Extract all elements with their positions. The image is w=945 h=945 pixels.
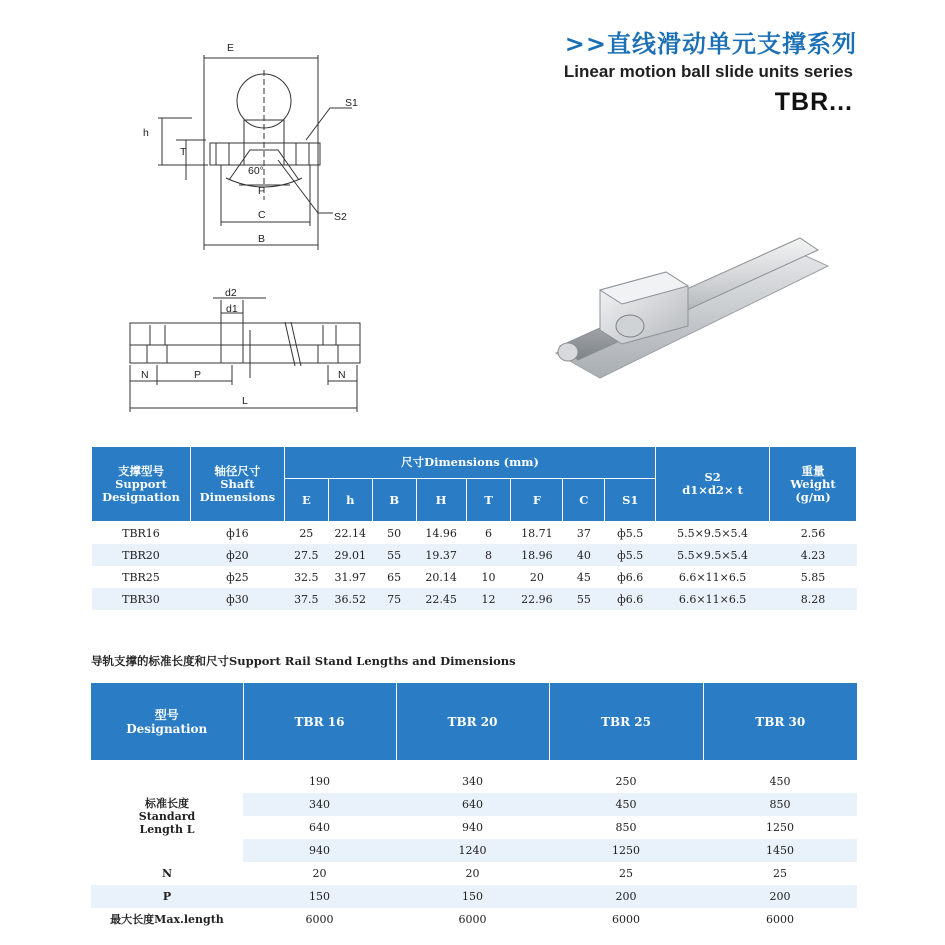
table-row xyxy=(91,770,857,793)
cell-B: 75 xyxy=(372,588,416,610)
cell-n: 20 xyxy=(465,867,480,880)
header-H: H xyxy=(416,479,466,522)
cell-model: TBR20 xyxy=(92,544,191,566)
header-tbr20: TBR 20 xyxy=(396,683,549,760)
page-title-cn: >>直线滑动单元支撑系列 xyxy=(564,30,857,58)
cell-H: 14.96 xyxy=(425,526,457,540)
header-S1: S1 xyxy=(605,479,656,522)
cell-weight: 8.28 xyxy=(770,588,857,610)
cell-T: 10 xyxy=(481,570,496,584)
cell-model: TBR16 xyxy=(122,526,160,540)
table-row xyxy=(92,566,857,588)
header-B: B xyxy=(372,479,416,522)
label-F: F xyxy=(258,185,265,197)
cell-C: 40 xyxy=(563,544,605,566)
cell-C: 37 xyxy=(576,526,591,540)
cell-length: 640 xyxy=(309,821,330,834)
cell-C: 45 xyxy=(576,570,591,584)
cell-max: 6000 xyxy=(612,913,640,926)
cell-C: 55 xyxy=(563,588,605,610)
cell-n: 25 xyxy=(619,867,633,880)
cell-length: 850 xyxy=(615,821,637,834)
cell-length: 450 xyxy=(769,775,791,788)
header-T: T xyxy=(466,479,511,522)
header-dimensions: 尺寸Dimensions (mm) xyxy=(284,447,655,479)
header-model: 支撑型号 Support Designation xyxy=(92,447,191,522)
cell-length: 1250 xyxy=(766,821,794,834)
cell-E: 25 xyxy=(299,526,314,540)
cell-max: 6000 xyxy=(305,913,334,926)
cell-T: 8 xyxy=(466,544,511,566)
cell-n: 25 xyxy=(773,867,787,880)
cell-length: 1240 xyxy=(396,839,549,862)
label-C: C xyxy=(258,209,266,221)
header-F: F xyxy=(511,479,563,522)
cell-B: 65 xyxy=(387,570,402,584)
cell-F: 18.96 xyxy=(511,544,563,566)
cell-p: 200 xyxy=(703,885,857,908)
header-E: E xyxy=(284,479,328,522)
cell-F: 18.71 xyxy=(521,526,553,540)
cell-length: 250 xyxy=(615,775,637,788)
label-S1: S1 xyxy=(345,97,358,109)
table-row xyxy=(91,885,857,908)
header-tbr16: TBR 16 xyxy=(243,683,396,760)
cell-H: 20.14 xyxy=(425,570,457,584)
cell-length: 190 xyxy=(309,775,330,788)
cell-S1: ф5.5 xyxy=(617,526,644,540)
cell-S2: 6.6×11×6.5 xyxy=(656,588,770,610)
section-title: 导轨支撑的标准长度和尺寸Support Rail Stand Lengths and Dimensions xyxy=(91,654,516,668)
label-T: T xyxy=(180,146,187,158)
header-designation: 型号 Designation xyxy=(91,683,243,760)
header-weight: 重量 Weight (g/m) xyxy=(770,447,857,522)
label-angle: 60° xyxy=(248,165,264,177)
label-d2: d2 xyxy=(225,287,237,299)
header-tbr30: TBR 30 xyxy=(703,683,857,760)
cell-h: 22.14 xyxy=(334,526,366,540)
dimensions-table xyxy=(91,446,857,610)
n-label: N xyxy=(161,867,173,880)
cell-weight: 5.85 xyxy=(800,570,826,584)
cell-shaft: ф20 xyxy=(190,544,284,566)
cell-length: 1250 xyxy=(549,839,703,862)
table-row xyxy=(91,862,857,885)
table-row xyxy=(92,522,857,545)
cell-S1: ф5.5 xyxy=(605,544,656,566)
cell-length: 940 xyxy=(462,821,483,834)
label-h: h xyxy=(143,127,149,139)
cell-H: 22.45 xyxy=(416,588,466,610)
cell-length: 340 xyxy=(462,775,483,788)
cell-max: 6000 xyxy=(766,913,794,926)
cell-S2: 5.5×9.5×5.4 xyxy=(677,526,749,540)
cell-h: 29.01 xyxy=(328,544,372,566)
cell-S2: 6.6×11×6.5 xyxy=(678,570,747,584)
label-S2: S2 xyxy=(334,211,347,223)
label-d1: d1 xyxy=(226,303,238,315)
cell-max: 6000 xyxy=(458,913,487,926)
cell-E: 37.5 xyxy=(284,588,328,610)
cell-h: 36.52 xyxy=(328,588,372,610)
cell-F: 20 xyxy=(529,570,544,584)
cell-S1: ф6.6 xyxy=(605,588,656,610)
cell-S1: ф6.6 xyxy=(617,570,644,584)
header-h: h xyxy=(328,479,372,522)
model-series: TBR... xyxy=(774,88,853,116)
cell-weight: 2.56 xyxy=(800,526,826,540)
cell-B: 50 xyxy=(387,526,402,540)
label-E: E xyxy=(227,42,235,54)
cell-E: 32.5 xyxy=(294,570,319,584)
header-shaft: 轴径尺寸 Shaft Dimensions xyxy=(190,447,284,522)
cell-F: 22.96 xyxy=(511,588,563,610)
header-tbr25: TBR 25 xyxy=(549,683,703,760)
page-title-en: Linear motion ball slide units series xyxy=(563,62,853,81)
header-C: C xyxy=(563,479,605,522)
cell-shaft: ф25 xyxy=(226,570,249,584)
label-N-right: N xyxy=(338,369,346,381)
cell-model: TBR30 xyxy=(92,588,191,610)
cell-shaft: ф16 xyxy=(226,526,249,540)
cell-H: 19.37 xyxy=(416,544,466,566)
p-label: P xyxy=(91,885,243,908)
product-photo xyxy=(548,228,838,388)
cell-length: 640 xyxy=(396,793,549,816)
cell-T: 12 xyxy=(466,588,511,610)
label-N-left: N xyxy=(141,369,149,381)
label-P: P xyxy=(194,369,202,381)
max-length-label: 最大长度Max.length xyxy=(110,913,224,926)
table-row xyxy=(91,908,857,931)
cell-model: TBR25 xyxy=(122,570,160,584)
cell-length: 340 xyxy=(243,793,396,816)
cell-length: 450 xyxy=(549,793,703,816)
cell-p: 150 xyxy=(243,885,396,908)
cell-S2: 5.5×9.5×5.4 xyxy=(656,544,770,566)
table-row xyxy=(92,588,857,610)
label-B: B xyxy=(258,233,266,245)
cell-n: 20 xyxy=(312,867,327,880)
cell-weight: 4.23 xyxy=(770,544,857,566)
table-row xyxy=(92,544,857,566)
cell-T: 6 xyxy=(485,526,492,540)
cell-E: 27.5 xyxy=(284,544,328,566)
cell-shaft: ф30 xyxy=(190,588,284,610)
cell-length: 850 xyxy=(703,793,857,816)
length-table xyxy=(91,683,857,931)
label-L: L xyxy=(242,395,248,407)
cell-p: 200 xyxy=(549,885,703,908)
cell-length: 1450 xyxy=(703,839,857,862)
cell-B: 55 xyxy=(372,544,416,566)
standard-length-label: 标准长度 Standard Length L xyxy=(91,770,243,862)
cell-h: 31.97 xyxy=(334,570,366,584)
cell-length: 940 xyxy=(243,839,396,862)
header-s2: S2 d1×d2× t xyxy=(656,447,770,522)
cell-p: 150 xyxy=(396,885,549,908)
